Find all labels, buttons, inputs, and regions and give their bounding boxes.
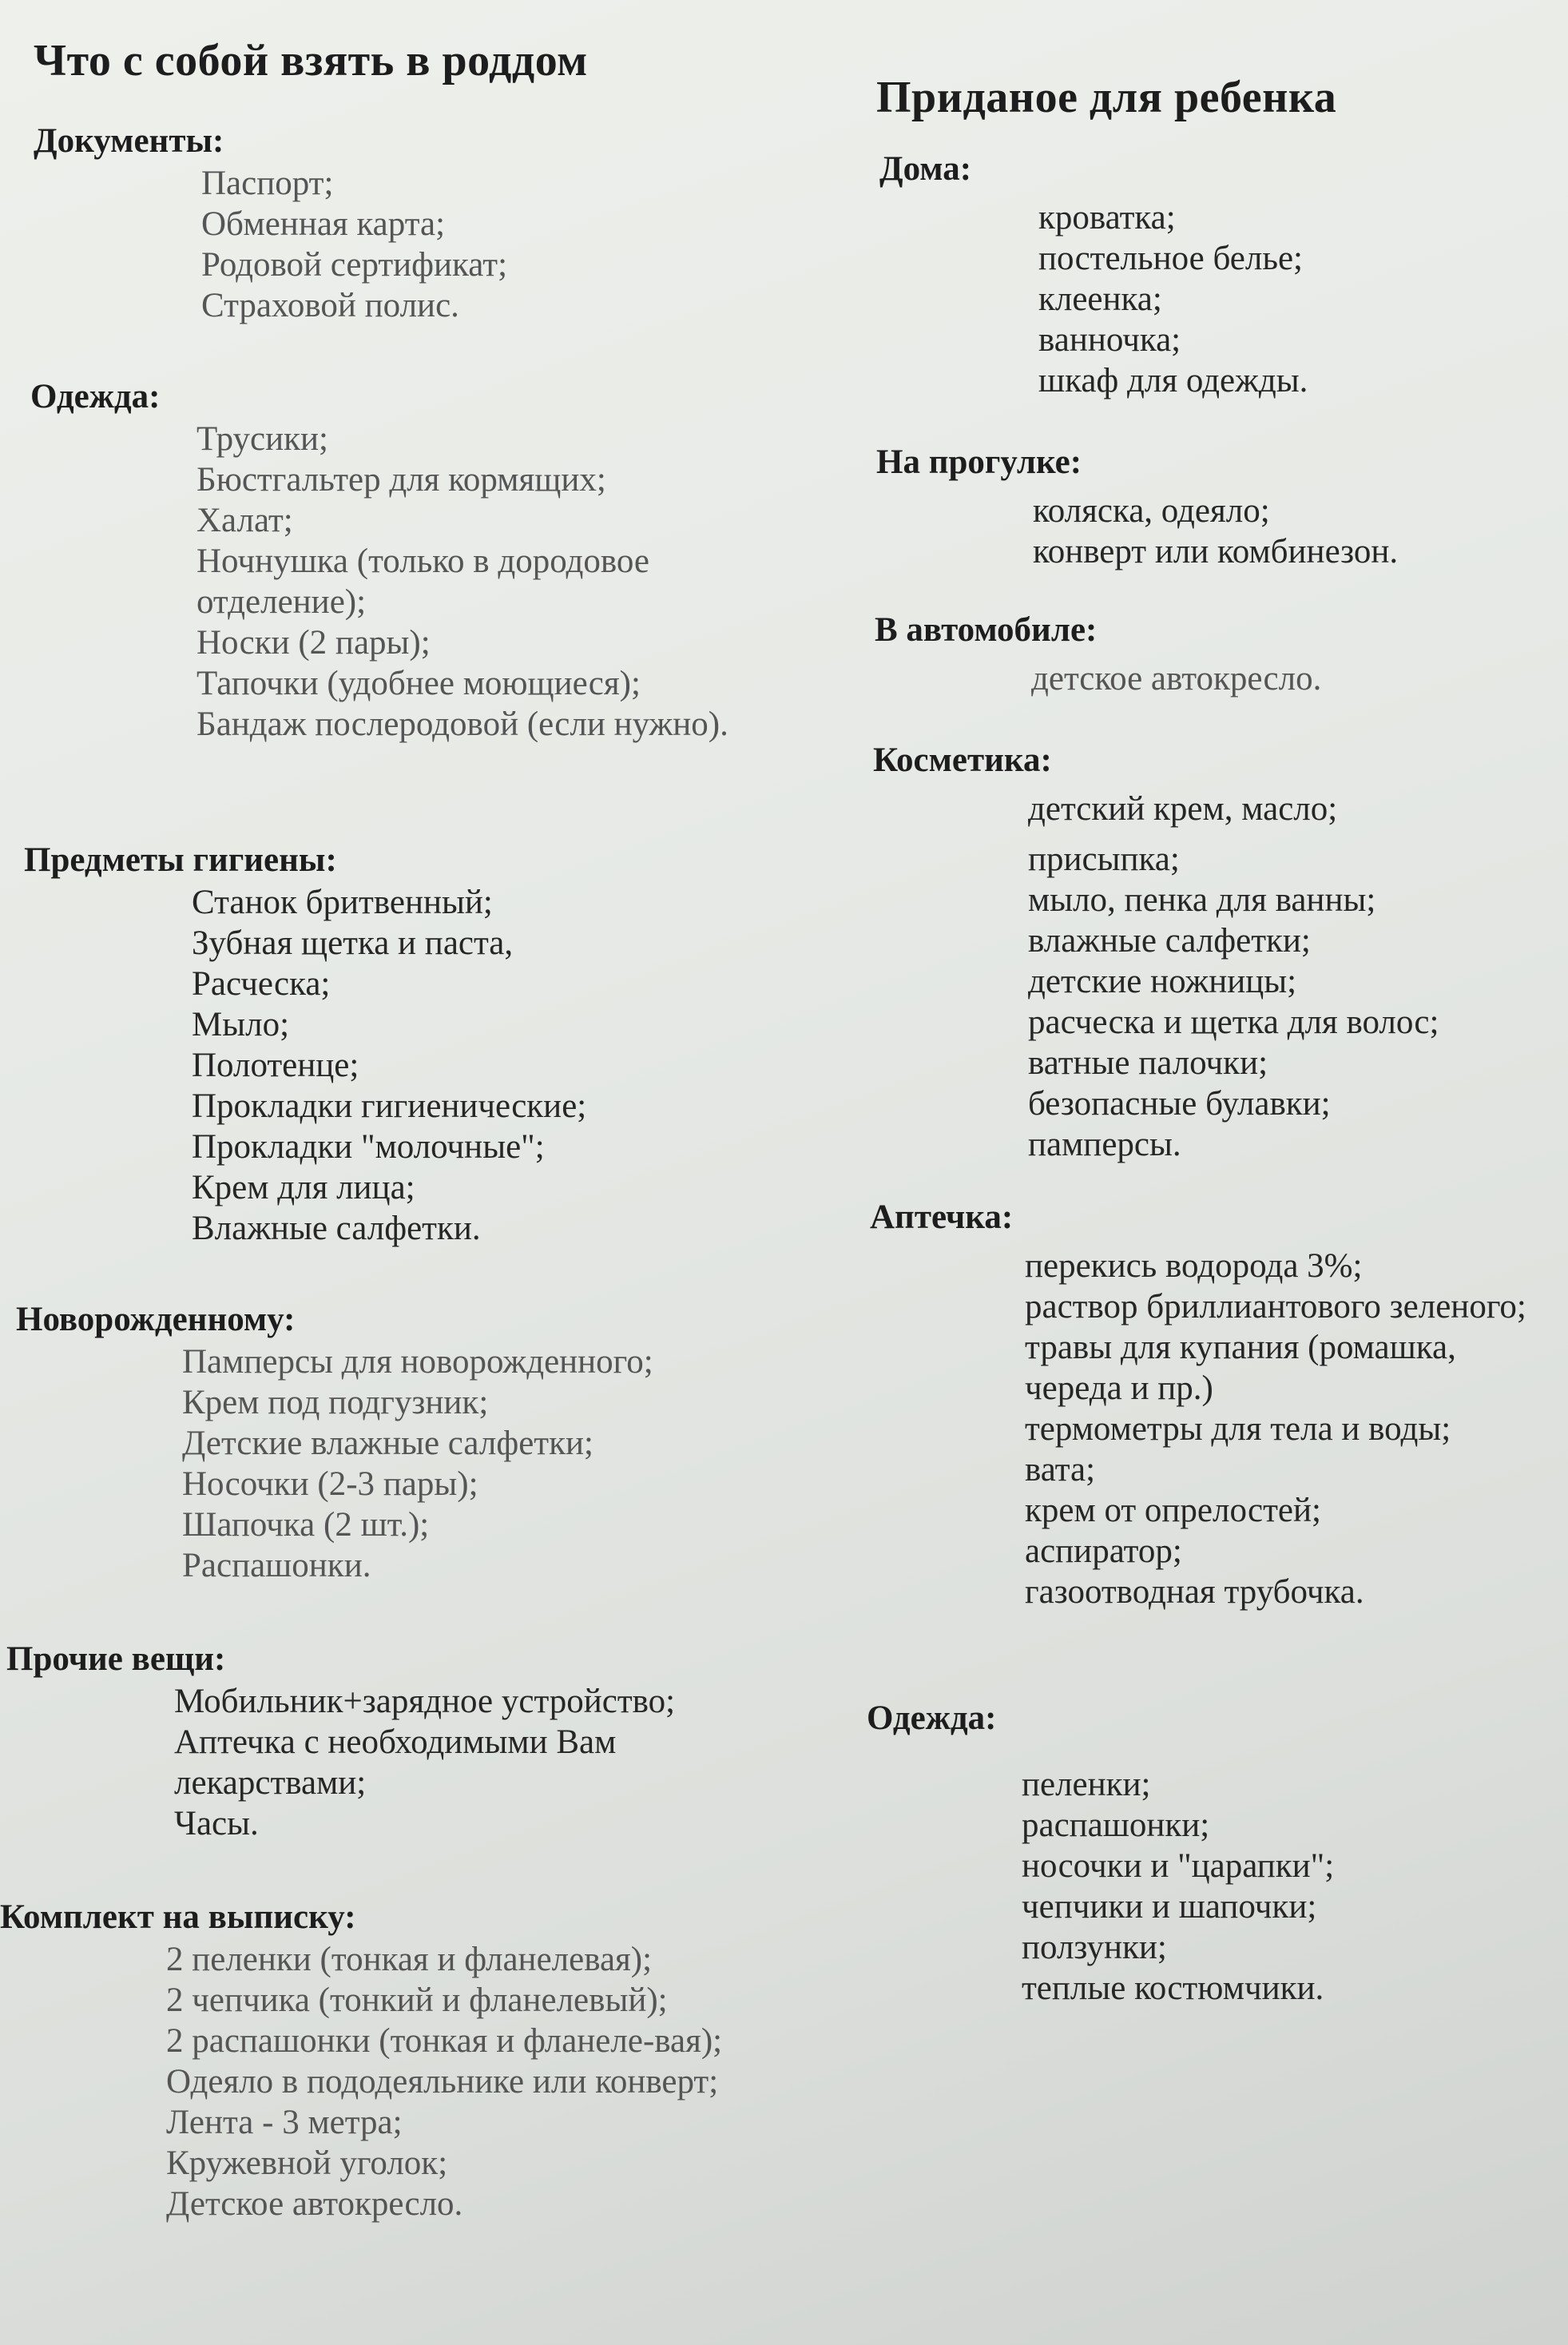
- section-clothes: [0, 376, 756, 745]
- list-item: памперсы.: [1028, 1126, 1181, 1163]
- list-baby-clothes: [1022, 1764, 1549, 2009]
- list-item: коляска, одеяло;: [1033, 492, 1270, 530]
- list-item: Паспорт;: [201, 165, 334, 202]
- list-item: носочки и "царапки";: [1022, 1847, 1335, 1885]
- list-item: ползунки;: [1022, 1929, 1167, 1966]
- list-item: Расческа;: [192, 965, 331, 1003]
- list-item: Прокладки "молочные";: [192, 1128, 545, 1166]
- list-item: Кружевной уголок;: [166, 2144, 448, 2182]
- section-heading-discharge: Комплект на выписку:: [0, 1898, 356, 1936]
- list-item: Ночнушка (только в дородовое отделение);: [196, 543, 649, 621]
- list-item: детское автокресло.: [1031, 660, 1322, 698]
- section-discharge: [0, 1896, 773, 2224]
- list-item: Бандаж послеродовой (если нужно).: [196, 705, 728, 743]
- list-item: Памперсы для новорожденного;: [182, 1343, 653, 1381]
- right-title: Приданое для ребенка: [876, 73, 1337, 122]
- section-heading-walk: На прогулке:: [876, 443, 1082, 481]
- list-item: Носки (2 пары);: [196, 624, 431, 662]
- list-item: распашонки;: [1022, 1806, 1210, 1844]
- section-documents: [0, 120, 760, 326]
- section-baby-clothes: [867, 1697, 1549, 2009]
- list-clothes: [196, 419, 756, 745]
- list-item: термометры для тела и воды;: [1025, 1410, 1451, 1448]
- list-item: присыпка;: [1028, 841, 1180, 878]
- list-item: Обменная карта;: [201, 205, 446, 243]
- list-item: Одеяло в пододеяльнике или конверт;: [166, 2063, 719, 2101]
- list-item: пеленки;: [1022, 1766, 1151, 1803]
- list-item: крем от опрелостей;: [1025, 1492, 1321, 1529]
- section-firstaid: [867, 1196, 1552, 1612]
- section-car: [867, 609, 1542, 699]
- section-newborn: [0, 1298, 789, 1586]
- list-item: Трусики;: [196, 420, 329, 458]
- section-heading-hygiene: Предметы гигиены:: [24, 841, 337, 879]
- left-title: Что с собой взять в роддом: [34, 36, 588, 85]
- section-heading-baby-clothes: Одежда:: [867, 1699, 997, 1737]
- list-item: детские ножницы;: [1028, 963, 1297, 1000]
- section-hygiene: [0, 839, 767, 1249]
- list-item: Мобильник+зарядное устройство;: [174, 1683, 676, 1720]
- section-other: [0, 1638, 797, 1844]
- list-item: постельное белье;: [1038, 240, 1303, 277]
- list-item: вата;: [1025, 1451, 1096, 1488]
- list-item: безопасные булавки;: [1028, 1085, 1331, 1123]
- list-car: [1031, 658, 1542, 699]
- list-hygiene: [192, 882, 767, 1249]
- list-item: аспиратор;: [1025, 1532, 1182, 1570]
- list-item: влажные салфетки;: [1028, 922, 1311, 960]
- section-heading-other: Прочие вещи:: [6, 1640, 226, 1678]
- list-item: Влажные салфетки.: [192, 1210, 481, 1247]
- list-item: клеенка;: [1038, 280, 1162, 318]
- list-item: Носочки (2-3 пары);: [182, 1465, 478, 1503]
- list-item: Аптечка с необходимыми Вам лекарствами;: [174, 1723, 617, 1802]
- section-home: [867, 148, 1534, 401]
- list-item: Лента - 3 метра;: [166, 2104, 403, 2141]
- list-item: раствор бриллиантового зеленого;: [1025, 1288, 1526, 1326]
- list-item: Страховой полис.: [201, 287, 459, 324]
- list-item: Распашонки.: [182, 1547, 371, 1584]
- list-item: Бюстгальтер для кормящих;: [196, 461, 606, 499]
- list-item: Родовой сертификат;: [201, 246, 508, 284]
- list-walk: [1033, 491, 1544, 572]
- list-cosmetics: [1028, 789, 1555, 1165]
- list-item: Детское автокресло.: [166, 2185, 463, 2223]
- list-item: перекись водорода 3%;: [1025, 1247, 1363, 1285]
- section-heading-newborn: Новорожденному:: [16, 1301, 296, 1338]
- list-item: 2 пеленки (тонкая и фланелевая);: [166, 1941, 653, 1978]
- list-item: травы для купания (ромашка, череда и пр.): [1025, 1329, 1456, 1407]
- list-item: Крем под подгузник;: [182, 1384, 489, 1421]
- list-item: Детские влажные салфетки;: [182, 1425, 593, 1462]
- list-item: Шапочка (2 шт.);: [182, 1506, 430, 1544]
- list-home: [1038, 197, 1534, 401]
- section-heading-car: В автомобиле:: [875, 611, 1098, 649]
- list-item: кроватка;: [1038, 199, 1176, 236]
- section-heading-clothes: Одежда:: [30, 378, 161, 415]
- section-heading-documents: Документы:: [34, 122, 224, 160]
- list-item: ванночка;: [1038, 321, 1181, 359]
- list-item: Мыло;: [192, 1006, 290, 1043]
- list-item: 2 чепчика (тонкий и фланелевый);: [166, 1981, 668, 2019]
- section-walk: [867, 441, 1544, 572]
- list-item: Часы.: [174, 1805, 259, 1842]
- list-item: ватные палочки;: [1028, 1044, 1268, 1082]
- list-item: Станок бритвенный;: [192, 884, 493, 921]
- list-item: теплые костюмчики.: [1022, 1969, 1324, 2007]
- list-item: расческа и щетка для волос;: [1028, 1004, 1439, 1041]
- list-documents: [201, 163, 760, 326]
- list-item: Халат;: [196, 502, 293, 539]
- list-item: 2 распашонки (тонкая и фланеле-вая);: [166, 2022, 723, 2060]
- section-heading-cosmetics: Косметика:: [873, 741, 1052, 779]
- list-item: Крем для лица;: [192, 1169, 415, 1206]
- list-item: газоотводная трубочка.: [1025, 1573, 1364, 1611]
- list-item: Прокладки гигиенические;: [192, 1087, 587, 1125]
- list-other: [174, 1681, 797, 1844]
- list-discharge: [166, 1939, 773, 2224]
- list-item: Зубная щетка и паста,: [192, 924, 514, 962]
- section-cosmetics: [867, 739, 1555, 1165]
- list-item: конверт или комбинезон.: [1033, 533, 1399, 570]
- list-item: детский крем, масло;: [1028, 790, 1338, 828]
- list-item: чепчики и шапочки;: [1022, 1888, 1317, 1926]
- list-item: шкаф для одежды.: [1038, 362, 1308, 399]
- list-item: Тапочки (удобнее моющиеся);: [196, 665, 641, 702]
- list-item: мыло, пенка для ванны;: [1028, 881, 1376, 919]
- list-firstaid: [1025, 1246, 1552, 1612]
- section-heading-home: Дома:: [879, 150, 972, 188]
- list-item: Полотенце;: [192, 1047, 359, 1084]
- list-newborn: [182, 1341, 789, 1586]
- section-heading-firstaid: Аптечка:: [870, 1198, 1014, 1236]
